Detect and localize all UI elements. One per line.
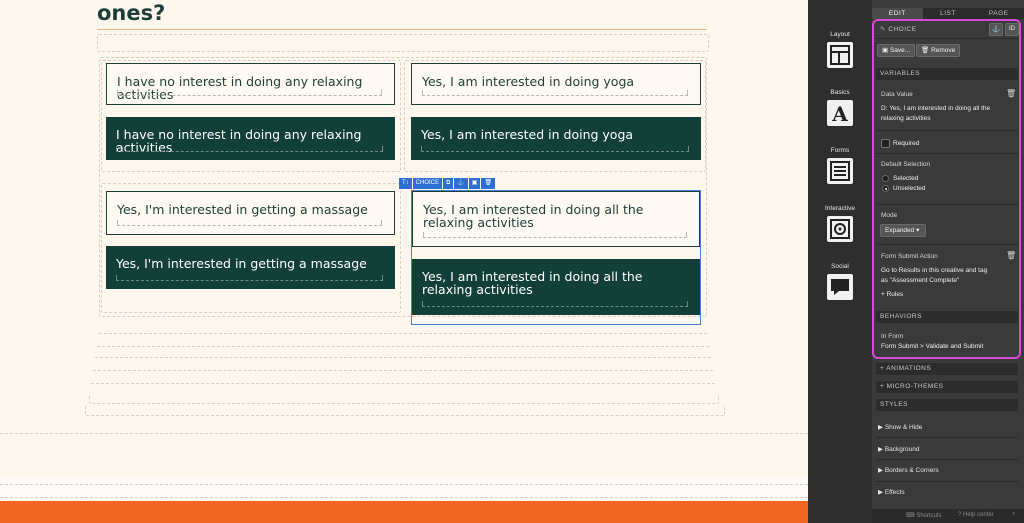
add-rules-link[interactable]: + Rules (881, 291, 904, 298)
element-title: CHOICE (888, 26, 917, 33)
caret-right-icon: ▶ (878, 489, 885, 496)
layout-guide (0, 497, 808, 498)
layout-guide (95, 357, 711, 358)
choice-option-selected[interactable] (106, 246, 395, 289)
pencil-icon: ✎ (880, 26, 886, 33)
choice-underline (117, 90, 382, 96)
tab-edit[interactable]: EDIT (872, 8, 923, 19)
form-submit-label: Form Submit Action (881, 253, 938, 260)
selected-radio[interactable] (882, 175, 889, 182)
form-submit-text[interactable]: Go to Results in this creative and tag as "Assessment Complete" (881, 267, 988, 284)
save-button-label: Save... (889, 47, 911, 54)
mode-label: Mode (881, 212, 898, 219)
styles-item-label: Background (884, 446, 920, 453)
toolbox-basics[interactable] (808, 89, 872, 128)
choice-underline (421, 146, 689, 152)
selected-element-frame (411, 190, 701, 325)
default-selection-label: Default Selection (881, 161, 931, 168)
choice-label: Yes, I am interested in doing yoga (421, 127, 634, 142)
in-form-label: In Form (881, 333, 904, 340)
element-toolbar[interactable] (399, 178, 495, 189)
styles-item-show-hide[interactable] (878, 423, 922, 431)
id-icon: ID (1009, 26, 1015, 32)
remove-button-label: Remove (931, 47, 956, 54)
remove-button[interactable] (916, 44, 960, 57)
anchor-button[interactable] (989, 23, 1003, 36)
toolbox-social[interactable] (808, 263, 872, 302)
toolbox-layout[interactable] (808, 31, 872, 70)
question-heading: ones? (97, 1, 166, 25)
toolbox-label: Interactive (825, 205, 855, 212)
styles-item-label: Show & Hide (884, 424, 923, 431)
svg-text:A: A (832, 102, 848, 126)
choice-underline (116, 275, 383, 281)
toolbox-label: Social (831, 263, 849, 270)
element-toolbox (808, 0, 872, 523)
toolbox-interactive[interactable] (808, 205, 872, 244)
divider (876, 204, 1018, 205)
trash-icon[interactable]: 🗑 (1006, 89, 1017, 98)
divider (876, 153, 1018, 154)
help-center-link[interactable] (958, 512, 994, 518)
save-icon: ▣ (882, 47, 890, 54)
styles-item-effects[interactable] (878, 488, 905, 496)
toolbox-label: Forms (830, 147, 850, 154)
anchor-icon: ⚓ (991, 26, 1001, 33)
required-checkbox[interactable] (881, 139, 890, 148)
variables-section-title: VARIABLES (876, 68, 1018, 80)
anchor-icon[interactable]: ⚓ (454, 178, 467, 189)
choice-underline (422, 90, 688, 96)
shortcuts-link[interactable] (906, 512, 942, 519)
divider (876, 481, 1018, 482)
chevron-down-icon: ▾ (916, 227, 920, 234)
divider (876, 130, 1018, 131)
divider (876, 244, 1018, 245)
layout-guide (0, 433, 808, 434)
choice-option-selected[interactable] (106, 117, 395, 160)
divider (876, 38, 1018, 39)
form-list-icon (827, 158, 853, 184)
caret-right-icon: ▶ (878, 424, 885, 431)
layout-guide (97, 34, 709, 52)
choice-label: I have no interest in doing any relaxing activities (117, 74, 363, 102)
toolbox-forms[interactable] (808, 147, 872, 186)
id-button[interactable] (1005, 23, 1019, 36)
choice-label: I have no interest in doing any relaxing activities (116, 127, 362, 155)
caret-right-icon: ▶ (878, 446, 885, 453)
divider (876, 459, 1018, 460)
styles-item-label: Borders & Corners (884, 467, 939, 474)
trash-icon: 🗑 (921, 47, 932, 54)
delete-icon[interactable]: 🗑 (481, 178, 495, 189)
choice-option-selected[interactable] (411, 117, 701, 160)
heading-divider (97, 29, 707, 30)
layout-guide (97, 346, 709, 347)
layout-guide (93, 370, 713, 371)
keyboard-icon: ⌨ (906, 513, 917, 519)
choice-option[interactable] (411, 63, 701, 105)
layout-guide (0, 484, 808, 485)
behaviors-section-title: BEHAVIORS (876, 311, 1018, 323)
styles-item-background[interactable] (878, 445, 920, 453)
data-value-text[interactable]: D: Yes, I am interested in doing all the relaxing activities (881, 105, 991, 122)
panel-tabs (872, 8, 1024, 19)
panel-footer (872, 509, 1024, 523)
choice-label: Yes, I am interested in doing all the relaxing activities (422, 269, 643, 297)
save-button[interactable] (877, 44, 915, 57)
toolbox-label: Layout (830, 31, 850, 38)
caret-right-icon: ▶ (878, 467, 885, 474)
duplicate-icon[interactable]: ⧉ (443, 178, 453, 189)
in-form-text[interactable]: Form Submit > Validate and Submit (881, 343, 984, 350)
animations-section-title[interactable]: + ANIMATIONS (876, 363, 1018, 375)
target-icon (827, 216, 853, 242)
layout-guide (89, 394, 719, 404)
styles-item-label: Effects (884, 489, 905, 496)
mode-select[interactable] (880, 224, 926, 237)
footer-bar (0, 501, 808, 523)
help-center-label: Help center (963, 512, 994, 518)
text-a-icon (827, 100, 853, 126)
tab-list[interactable]: LIST (923, 8, 974, 19)
data-value-label: Data Value (881, 91, 913, 98)
save-icon[interactable]: ▣ (469, 178, 481, 189)
unselected-radio[interactable] (882, 185, 889, 192)
chat-icon (827, 274, 853, 300)
choice-underline (116, 146, 383, 152)
choice-label: Yes, I am interested in doing all the relaxing activities (423, 202, 644, 230)
help-icon: ? (958, 512, 964, 518)
choice-option[interactable] (106, 63, 395, 105)
unselected-label: Unselected (893, 185, 926, 192)
divider (876, 437, 1018, 438)
choice-underline (117, 220, 382, 226)
layout-icon (827, 42, 853, 68)
microthemes-section-title[interactable]: + MICRO-THEMES (876, 381, 1018, 393)
search-icon[interactable]: ⌕ (1012, 511, 1016, 517)
drag-handle-icon[interactable]: T↕ (399, 178, 412, 189)
styles-section-title: STYLES (876, 399, 1018, 411)
trash-icon[interactable]: 🗑 (1006, 251, 1017, 260)
selected-label: Selected (893, 175, 919, 182)
layout-guide (85, 404, 725, 416)
mode-value: Expanded (885, 227, 915, 234)
toolbox-label: Basics (830, 89, 850, 96)
tab-page[interactable]: PAGE (973, 8, 1024, 19)
required-label: Required (893, 140, 920, 147)
choice-label: Yes, I'm interested in getting a massage (117, 202, 368, 217)
layout-guide (99, 333, 707, 334)
layout-guide (91, 383, 715, 384)
shortcuts-label: Shortcuts (916, 513, 942, 519)
choice-label: Yes, I'm interested in getting a massage (116, 256, 367, 271)
choice-label: Yes, I am interested in doing yoga (422, 74, 635, 89)
element-type-label: CHOICE (413, 178, 442, 189)
choice-option[interactable] (106, 191, 395, 235)
styles-item-borders[interactable] (878, 466, 939, 474)
